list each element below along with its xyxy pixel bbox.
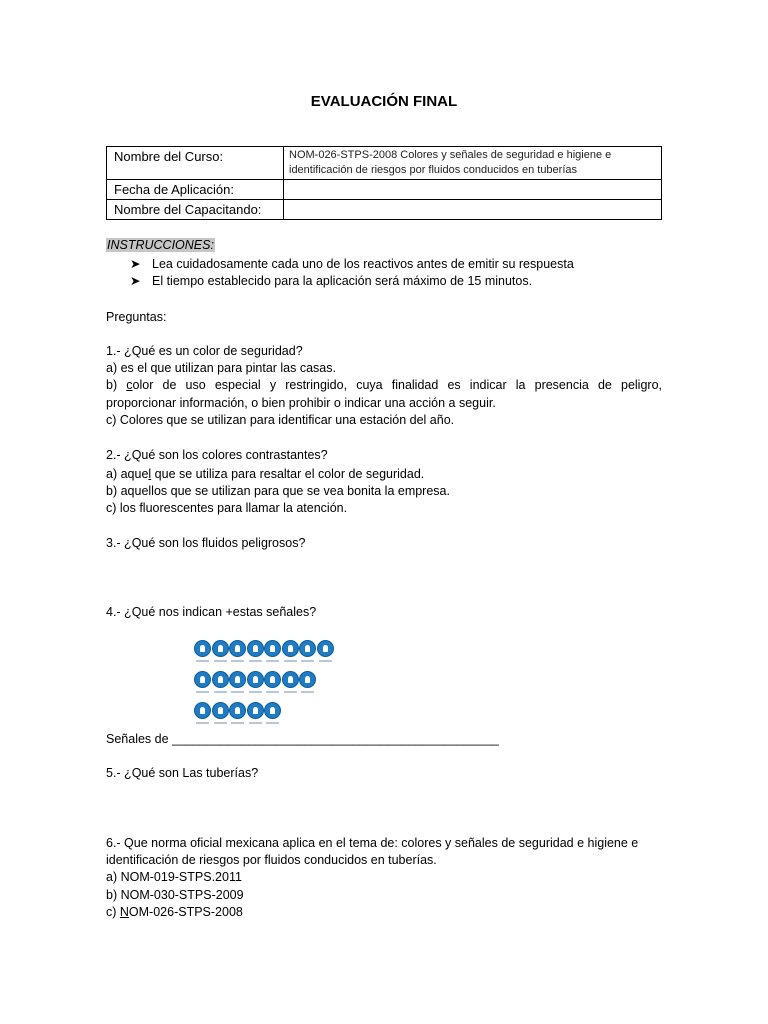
q6-option-c-prefix: c) <box>106 905 120 919</box>
question-6-line1: 6.- Que norma oficial mexicana aplica en el tema de: colores y señales de seguridad e higiene e <box>106 836 639 850</box>
mandatory-sign-icon <box>317 640 334 657</box>
mandatory-sign-icon <box>229 640 246 657</box>
arrow-bullet-icon: ➤ <box>130 257 141 271</box>
question-6-line2: identificación de riesgos por fluidos conducidos en tuberías. <box>106 853 437 867</box>
question-5: 5.- ¿Qué son Las tuberías? <box>106 766 259 780</box>
instruction-text: El tiempo establecido para la aplicación será máximo de 15 minutos. <box>152 274 533 288</box>
q6-option-c-underlined: N <box>119 905 129 919</box>
q1-option-c: c) Colores que se utilizan para identificar una estación del año. <box>106 413 455 427</box>
course-value-line1: NOM-026-STPS-2008 Colores y señales de seguridad e higiene e <box>289 149 612 161</box>
sign-caption <box>196 722 209 724</box>
q2-option-a-underlined: l <box>148 467 152 481</box>
q1-option-b-line2: proporcionar información, o bien prohibir o indicar una acción a seguir. <box>106 396 496 410</box>
q2-option-c: c) los fluorescentes para llamar la atención. <box>106 501 348 515</box>
mandatory-sign-icon <box>212 640 229 657</box>
q6-option-c <box>106 904 243 921</box>
mandatory-sign-icon <box>194 640 211 657</box>
sign-caption <box>319 660 332 662</box>
questions-heading: Preguntas: <box>106 310 167 324</box>
sign-caption <box>196 660 209 662</box>
mandatory-sign-icon <box>212 702 229 719</box>
mandatory-sign-icon <box>282 640 299 657</box>
q2-option-a-prefix: a) aque <box>106 467 149 481</box>
sign-caption <box>214 660 227 662</box>
q1-option-b-prefix: b) <box>106 378 127 392</box>
sign-caption <box>249 722 262 724</box>
safety-signs-image <box>192 637 328 727</box>
course-value <box>284 147 662 180</box>
q6-option-c-text: OM-026-STPS-2008 <box>128 905 243 919</box>
sign-caption <box>231 691 244 693</box>
mandatory-sign-icon <box>264 702 281 719</box>
question-3: 3.- ¿Qué son los fluidos peligrosos? <box>106 536 306 550</box>
sign-caption <box>301 660 314 662</box>
q6-option-a: a) NOM-019-STPS.2011 <box>106 870 242 884</box>
mandatory-sign-icon <box>247 702 264 719</box>
instructions-heading: INSTRUCCIONES: <box>107 238 214 252</box>
mandatory-sign-icon <box>264 671 281 688</box>
mandatory-sign-icon <box>299 671 316 688</box>
date-row <box>107 180 662 200</box>
mandatory-sign-icon <box>229 702 246 719</box>
mandatory-sign-icon <box>247 671 264 688</box>
mandatory-sign-icon <box>264 640 281 657</box>
course-info-table <box>106 146 662 220</box>
mandatory-sign-icon <box>247 640 264 657</box>
q2-option-a <box>106 466 424 483</box>
mandatory-sign-icon <box>282 671 299 688</box>
mandatory-sign-icon <box>299 640 316 657</box>
question-4: 4.- ¿Qué nos indican +estas señales? <box>106 605 317 619</box>
arrow-bullet-icon: ➤ <box>130 274 141 288</box>
sign-caption <box>284 660 297 662</box>
q1-option-b-text: olor de uso especial y restringido, cuya finalidad es indicar la presencia de peligro, <box>132 378 662 392</box>
q6-option-b: b) NOM-030-STPS-2009 <box>106 888 244 902</box>
sign-caption <box>301 691 314 693</box>
sign-caption <box>214 691 227 693</box>
instruction-bullet <box>130 273 532 290</box>
question-2: 2.- ¿Qué son los colores contrastantes? <box>106 448 328 462</box>
sign-caption <box>231 660 244 662</box>
instruction-bullet <box>130 256 574 273</box>
sign-caption <box>214 722 227 724</box>
instruction-text: Lea cuidadosamente cada uno de los reactivos antes de emitir su respuesta <box>152 257 574 271</box>
page-title: EVALUACIÓN FINAL <box>310 93 458 110</box>
sign-caption <box>284 691 297 693</box>
trainee-row <box>107 200 662 220</box>
sign-caption <box>231 722 244 724</box>
mandatory-sign-icon <box>194 702 211 719</box>
sign-caption <box>266 691 279 693</box>
course-label: Nombre del Curso: <box>107 147 284 180</box>
trainee-value <box>284 200 662 220</box>
q1-option-b-underlined: c <box>126 378 133 392</box>
course-value-line2: identificación de riesgos por fluidos conducidos en tuberías <box>289 164 578 176</box>
q1-option-b-line1 <box>106 377 662 394</box>
q2-option-b: b) aquellos que se utilizan para que se vea bonita la empresa. <box>106 484 450 498</box>
sign-caption <box>266 722 279 724</box>
question-1: 1.- ¿Qué es un color de seguridad? <box>106 344 303 358</box>
mandatory-sign-icon <box>229 671 246 688</box>
date-label: Fecha de Aplicación: <box>107 180 284 200</box>
trainee-label: Nombre del Capacitando: <box>107 200 284 220</box>
sign-caption <box>196 691 209 693</box>
date-value <box>284 180 662 200</box>
mandatory-sign-icon <box>212 671 229 688</box>
course-row <box>107 147 662 180</box>
q2-option-a-text: que se utiliza para resaltar el color de seguridad. <box>151 467 425 481</box>
sign-caption <box>266 660 279 662</box>
q1-option-a: a) es el que utilizan para pintar las casas. <box>106 361 336 375</box>
q4-answer-line: Señales de _______________________________________________ <box>106 732 499 746</box>
instructions-heading-line <box>106 237 215 254</box>
sign-caption <box>249 660 262 662</box>
sign-caption <box>249 691 262 693</box>
mandatory-sign-icon <box>194 671 211 688</box>
